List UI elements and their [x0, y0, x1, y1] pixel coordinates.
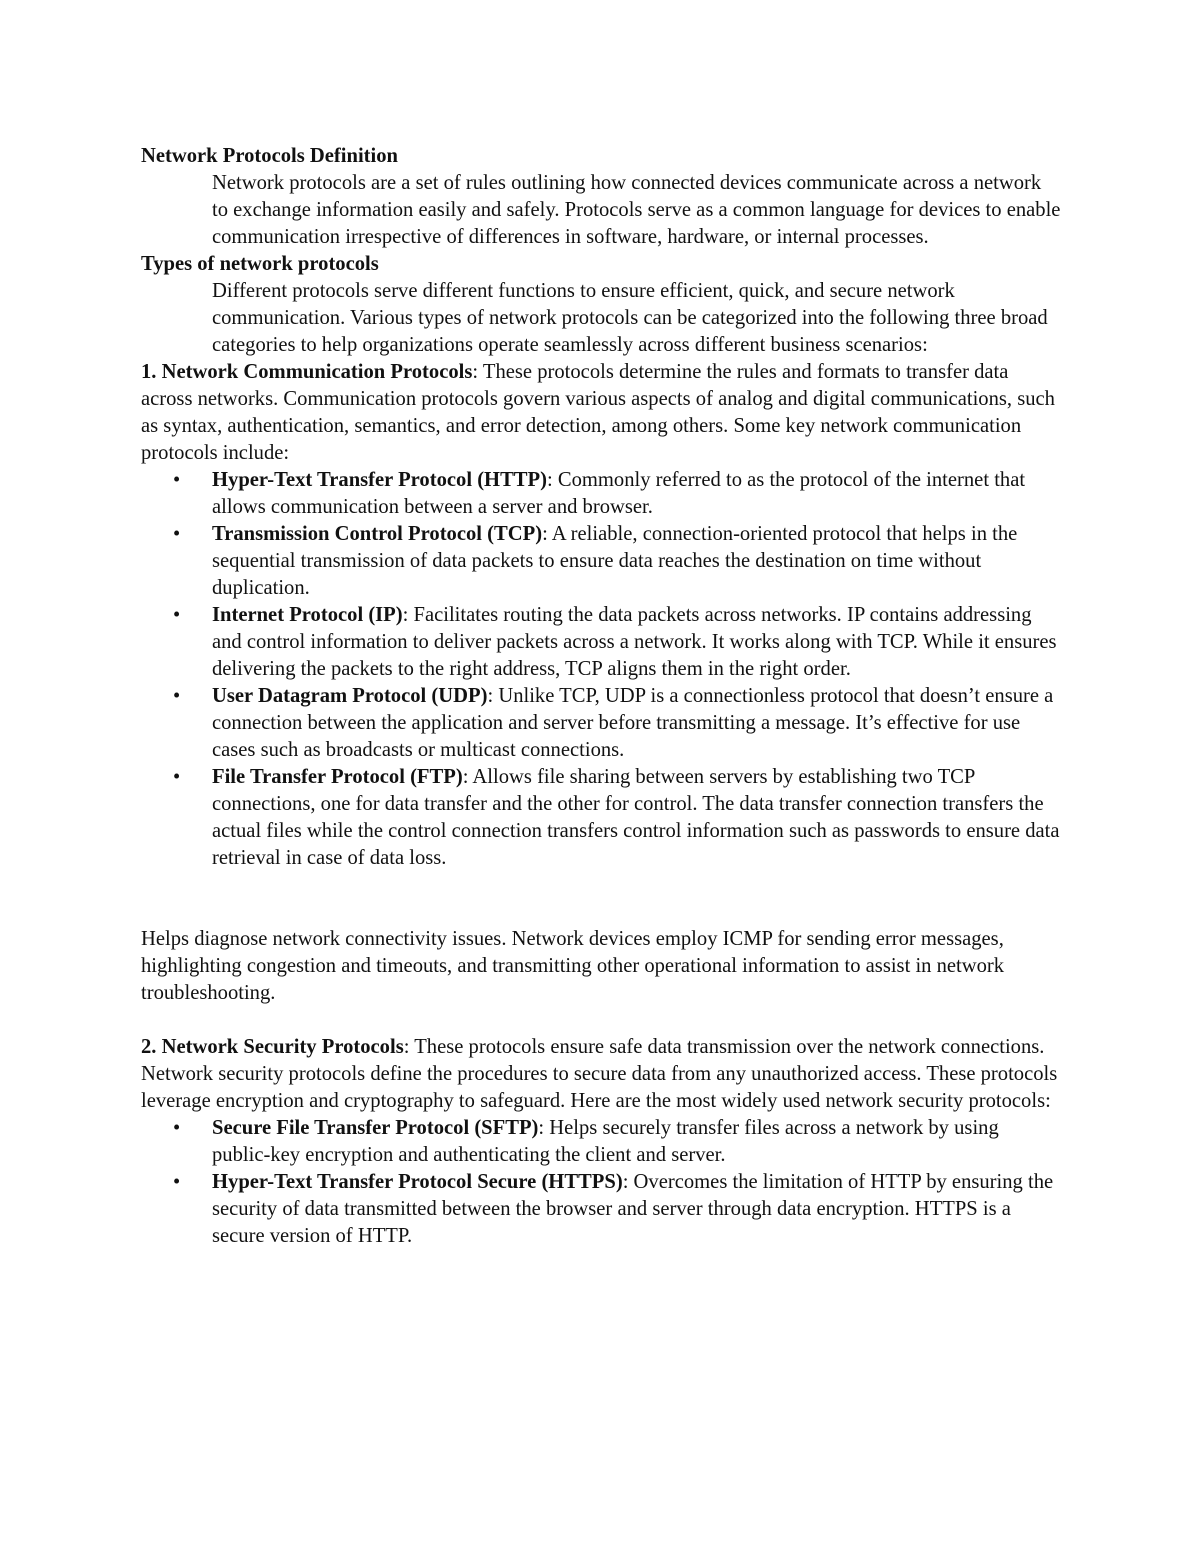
bullet-icon: •	[173, 1171, 181, 1193]
list-item	[141, 467, 1061, 521]
communication-intro	[141, 359, 1061, 467]
definition-paragraph: Network protocols are a set of rules outlining how connected devices communicate across a network to exchange information easily and safely. Protocols serve as a common language for devices to enable communication irrespective of differences in software, hardware, or internal processes.	[212, 172, 1061, 248]
spacer	[141, 872, 1061, 926]
protocol-description: : A reliable, connection-oriented protocol that helps in the sequential transmission of data packets to ensure data reaches the destination on time without duplication.	[212, 523, 1018, 599]
bullet-icon: •	[173, 1117, 181, 1139]
bullet-icon: •	[173, 685, 181, 707]
communication-protocol-list	[141, 467, 1061, 872]
bullet-icon: •	[173, 604, 181, 626]
types-heading: Types of network protocols	[141, 253, 379, 275]
protocol-description: : Allows file sharing between servers by establishing two TCP connections, one for data transfer and the other for control. The data transfer connection transfers the actual files while the control connection transfers control information such as passwords to ensure data retrieval in case of data loss.	[212, 766, 1060, 869]
list-item	[141, 1169, 1061, 1250]
communication-title: Network Communication Protocols	[161, 361, 473, 383]
protocol-name: Hyper-Text Transfer Protocol Secure (HTTPS)	[212, 1171, 623, 1193]
bullet-icon: •	[173, 523, 181, 545]
bullet-icon: •	[173, 766, 181, 788]
protocol-description: : Overcomes the limitation of HTTP by ensuring the security of data transmitted between the browser and server through data encryption. HTTPS is a secure version of HTTP.	[212, 1171, 1054, 1247]
protocol-name: File Transfer Protocol (FTP)	[212, 766, 463, 788]
list-item	[141, 683, 1061, 764]
communication-intro-text: : These protocols determine the rules and formats to transfer data across networks. Communication protocols govern various aspects of analog and digital communications, such as syntax, authentication, semantics, and error detection, among others. Some key network communication protocols include:	[141, 361, 1055, 464]
protocol-name: Transmission Control Protocol (TCP)	[212, 523, 543, 545]
protocol-name: Internet Protocol (IP)	[212, 604, 403, 626]
document-page	[141, 143, 1061, 1250]
list-item	[141, 1115, 1061, 1169]
security-intro	[141, 1034, 1061, 1115]
communication-number: 1.	[141, 361, 157, 383]
list-item	[141, 602, 1061, 683]
protocol-name: Hyper-Text Transfer Protocol (HTTP)	[212, 469, 547, 491]
protocol-name: Secure File Transfer Protocol (SFTP)	[212, 1117, 539, 1139]
protocol-description: : Commonly referred to as the protocol of the internet that allows communication between a server and browser.	[212, 469, 1026, 518]
protocol-description: : Unlike TCP, UDP is a connectionless protocol that doesn’t ensure a connection between the application and server before transmitting a message. It’s effective for use cases such as broadcasts or multicast connections.	[212, 685, 1054, 761]
list-item	[141, 521, 1061, 602]
protocol-description: : Facilitates routing the data packets across networks. IP contains addressing and control information to deliver packets across a network. It works along with TCP. While it ensures delivering the packets to the right address, TCP aligns them in the right order.	[212, 604, 1057, 680]
security-number: 2.	[141, 1036, 157, 1058]
definition-heading: Network Protocols Definition	[141, 145, 398, 167]
protocol-name: User Datagram Protocol (UDP)	[212, 685, 488, 707]
bullet-icon: •	[173, 469, 181, 491]
security-title: Network Security Protocols	[161, 1036, 404, 1058]
list-item	[141, 764, 1061, 872]
icmp-paragraph: Helps diagnose network connectivity issues. Network devices employ ICMP for sending error messages, highlighting congestion and timeouts, and transmitting other operational information to assist in network troubleshooting.	[141, 928, 1005, 1004]
spacer	[141, 1007, 1061, 1034]
security-protocol-list	[141, 1115, 1061, 1250]
protocol-description: : Helps securely transfer files across a network by using public-key encryption and authenticating the client and server.	[212, 1117, 999, 1166]
types-paragraph: Different protocols serve different functions to ensure efficient, quick, and secure network communication. Various types of network protocols can be categorized into the following three broad categories to help organizations operate seamlessly across different business scenarios:	[212, 280, 1048, 356]
security-intro-text: : These protocols ensure safe data transmission over the network connections. Network security protocols define the procedures to secure data from any unauthorized access. These protocols leverage encryption and cryptography to safeguard. Here are the most widely used network security protocols:	[141, 1036, 1058, 1112]
